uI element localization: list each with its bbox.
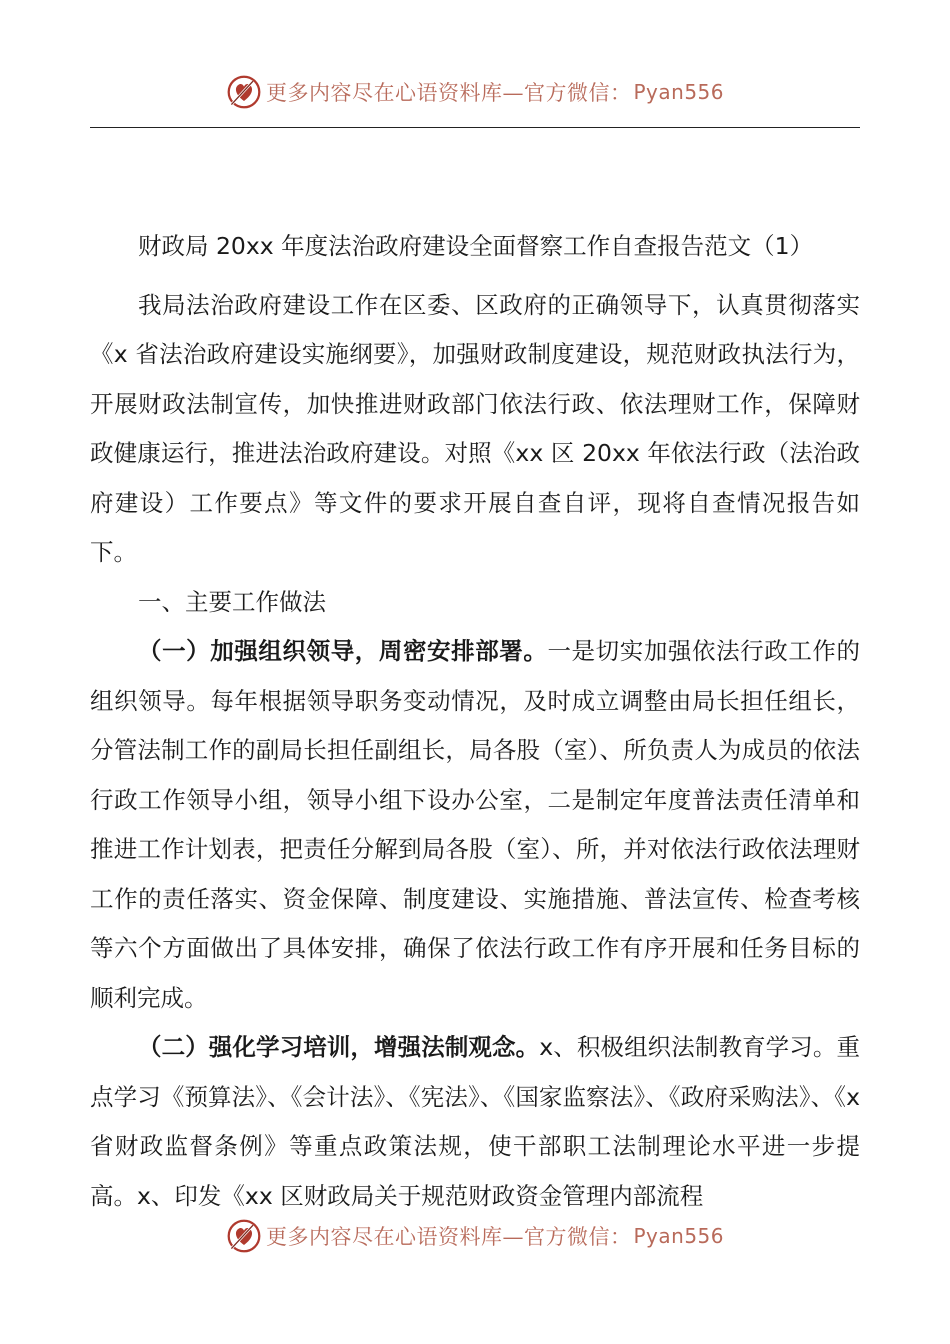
- watermark-wechat-id: Pyan556: [633, 1224, 725, 1248]
- item-2-paragraph: [90, 1023, 860, 1221]
- watermark-wechat-id: Pyan556: [633, 80, 725, 104]
- header-divider: [90, 127, 860, 128]
- item-1-body: 一是切实加强依法行政工作的组织领导。每年根据领导职务变动情况，及时成立调整由局长担任组长，分管法制工作的副局长担任副组长，局各股（室）、所负责人为成员的依法行政工作领导小组，领导小组下设办公室，二是制定年度普法责任清单和推进工作计划表，把责任分解到局各股（室）、所，并对依法行政依法理财工作的责任落实、资金保障、制度建设、实施措施、普法宣传、检查考核等六个方面做出了具体安排，确保了依法行政工作有序开展和任务目标的顺利完成。: [90, 637, 861, 1012]
- footer-watermark: [226, 1218, 724, 1254]
- heart-pen-logo-icon: [226, 1218, 262, 1254]
- section-heading: 一、主要工作做法: [138, 587, 326, 616]
- item-2-body: x、积极组织法制教育学习。重点学习《预算法》、《会计法》、《宪法》、《国家监察法》、《政府采购法》、《x 省财政监督条例》等重点政策法规，使干部职工法制理论水平进一步提高。x、印发《xx 区财政局关于规范财政资金管理内部流程: [90, 1033, 860, 1210]
- item-1-heading: （一）加强组织领导，周密安排部署。: [138, 637, 548, 665]
- document-body: [90, 222, 860, 1221]
- item-1-paragraph: [90, 627, 860, 1023]
- intro-paragraph: 我局法治政府建设工作在区委、区政府的正确领导下，认真贯彻落实《x 省法治政府建设实施纲要》，加强财政制度建设，规范财政执法行为，开展财政法制宣传，加快推进财政部门依法行政、依法理财工作，保障财政健康运行，推进法治政府建设。对照《xx 区 20xx 年依法行政（法治政府建设）工作要点》等文件的要求开展自查自评，现将自查情况报告如下。: [90, 290, 860, 566]
- heart-pen-logo-icon: [226, 74, 262, 110]
- watermark-text: 更多内容尽在心语资料库—官方微信：: [266, 81, 632, 105]
- document-title: 财政局 20xx 年度法治政府建设全面督察工作自查报告范文（1）: [138, 232, 814, 260]
- watermark-text: 更多内容尽在心语资料库—官方微信：: [266, 1225, 632, 1249]
- item-2-heading: （二）强化学习培训，增强法制观念。: [138, 1033, 540, 1061]
- header-watermark: [226, 74, 724, 110]
